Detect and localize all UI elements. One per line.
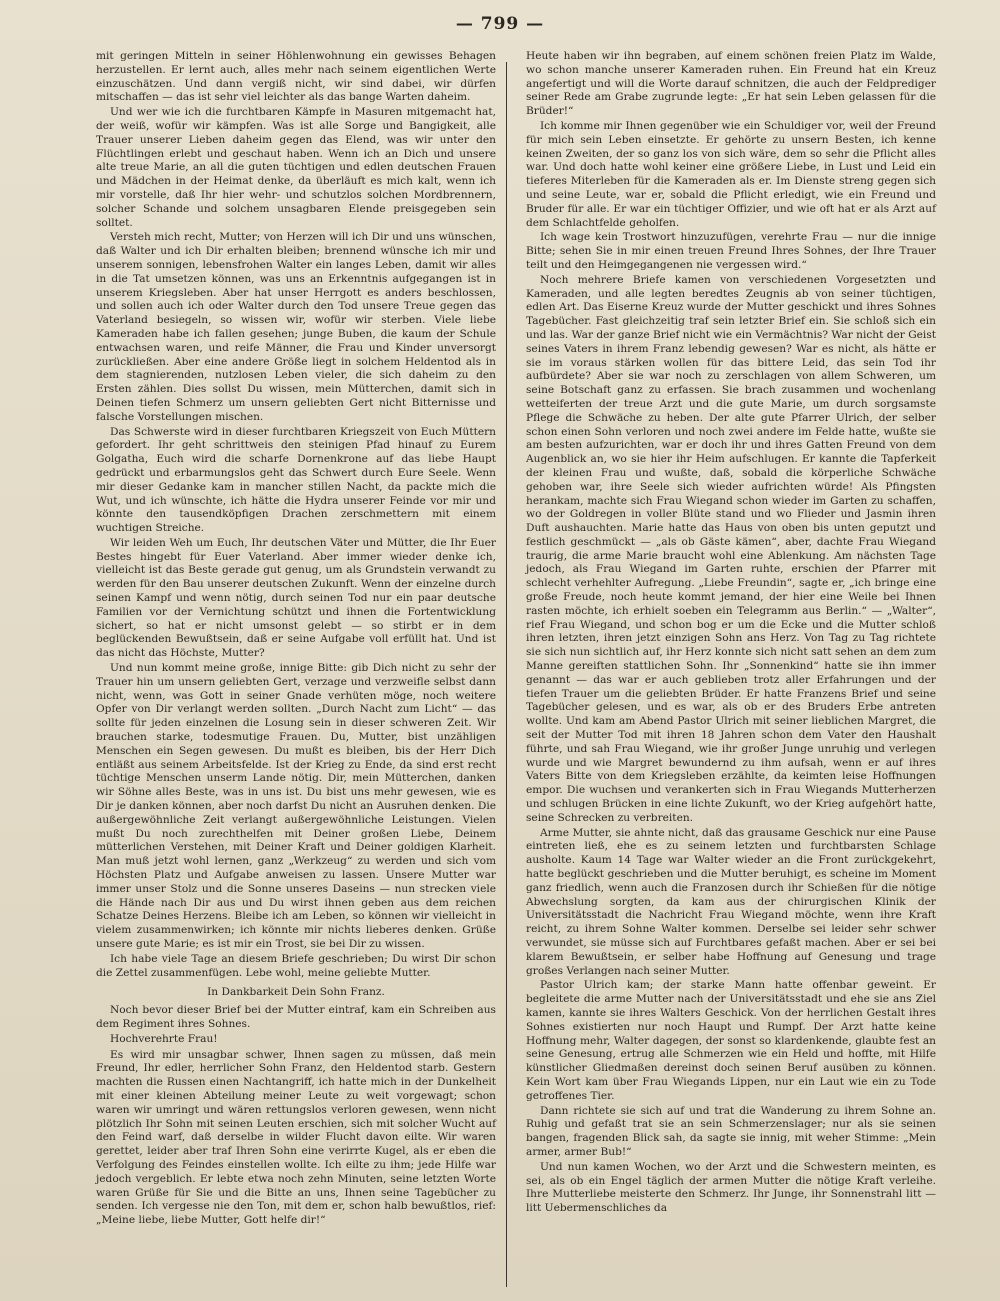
paragraph: Arme Mutter, sie ahnte nicht, daß das grausame Geschick nur eine Pause eintreten ließ, ehe es zu seinem letzten und furchtbarsten Schlage ausholte. Kaum 14 Tage war Walter wieder an die Front zurückgekehrt, hatte beglückt geschrieben und die Mutter beruhigt, es scheine im Moment ganz friedlich, wenn auch die Franzosen durch ihr Schießen für die nötige Abwechslung sorgten, da kam aus der chirurgischen Klinik der Universitätsstadt die Nachricht Frau Wiegand möchte, wenn ihre Kraft reicht, zu ihrem Sohne Walter kommen. Derselbe sei leider sehr schwer verwundet, sie müsse sich auf Furchtbares gefaßt machen. Aber er sei bei klarem Bewußtsein, er selber habe Hoffnung auf Genesung und trage großes Verlangen nach seiner Mutter.	[526, 826, 936, 977]
letter-signature: In Dankbarkeit Dein Sohn Franz.	[207, 986, 385, 999]
paragraph: Und wer wie ich die furchtbaren Kämpfe in Masuren mitgemacht hat, der weiß, wofür wir kämpfen. Was ist alle Sorge und Bangigkeit, alle Trauer unserer Lieben daheim gegen das Elend, was wir unter den Flüchtlingen erlebt und geschaut haben. Wenn ich an Dich und unsere alte treue Marie, an all die guten tüchtigen und edlen deutschen Frauen und Mädchen in der Heimat denke, da überläuft es mich kalt, wenn ich mir vorstelle, daß Ihr hier wehr- und schutzlos solchen Mordbrennern, solcher Schande und solchem unsagbaren Elende preisgegeben sein solltet.	[96, 106, 496, 229]
paragraph: Es wird mir unsagbar schwer, Ihnen sagen zu müssen, daß mein Freund, Ihr edler, herrlicher Sohn Franz, den Heldentod starb. Gestern machten die Russen einen Nachtangriff, ich hatte mich in der Dunkelheit mit einer kleinen Abteilung meiner Leute zu weit vorgewagt; schon waren wir umringt und wären rettungslos verloren gewesen, wenn nicht plötzlich Ihr Sohn mit seinen Leuten erschien, sich mit solcher Wucht auf den Feind warf, daß derselbe in wilder Flucht davon eilte. Wir waren gerettet, leider aber traf Ihren Sohn eine verirrte Kugel, als er eben die Verfolgung des Feindes einstellen wollte. Ich eilte zu ihm; jede Hilfe war jedoch vergeblich. Er lebte etwa noch zehn Minuten, seine letzten Worte waren Grüße für Sie und die Bitte an uns, Ihnen seine Tagebücher zu senden. Ich vergesse nie den Ton, mit dem er, schon halb bewußtlos, rief: „Meine liebe, liebe Mutter, Gott helfe dir!“	[96, 1048, 496, 1227]
column-divider	[506, 62, 507, 1287]
paragraph: Das Schwerste wird in dieser furchtbaren Kriegszeit von Euch Müttern gefordert. Ihr geht schrittweis den steinigen Pfad hinauf zu Eurem Golgatha, Euch wird die scharfe Dornenkrone auf das liebe Haupt gedrückt und erbarmungslos geht das Schwert durch Eure Seele. Wenn mir dieser Gedanke kam in mancher stillen Nacht, da packte mich die Wut, und ich wünschte, ich hätte die Hydra unserer Feinde vor mir und könnte den tausendköpfigen Drachen zerschmettern mit einem wuchtigen Streiche.	[96, 425, 496, 535]
paragraph: Noch mehrere Briefe kamen von verschiedenen Vorgesetzten und Kameraden, und alle legten beredtes Zeugnis ab von seiner tüchtigen, edlen Art. Das Eiserne Kreuz wurde der Mutter geschickt und ihres Sohnes Tagebücher. Fast gleichzeitig traf sein letzter Brief ein. Sie schloß sich ein und las. War der ganze Brief nicht wie ein Vermächtnis? War nicht der Geist seines Vaters in ihrem Franz lebendig gewesen? War es nicht, als hätte er sie im voraus stärken wollen für das bittere Leid, das sein Tod ihr aufbürdete? Aber sie war noch zu zerschlagen von allem Schweren, um seine Botschaft ganz zu erfassen. Sie brach zusammen und wochenlang wetteiferten der treue Arzt und die gute Marie, um durch sorgsamste Pflege die Schwäche zu heben. Der alte gute Pfarrer Ulrich, der selber schon einen Sohn verloren und noch zwei andere im Felde hatte, wußte sie am besten aufzurichten, war er doch ihr und ihres Gatten Freund von dem Augenblick an, wo sie hier ihr Heim aufschlugen. Er kannte die Tapferkeit der kleinen Frau und wußte, daß, sobald die körperliche Schwäche gehoben war, ihre Seele sich wieder aufrichten würde! Als Pfingsten herankam, machte sich Frau Wiegand schon wieder im Garten zu schaffen, wo der Goldregen in voller Blüte stand und wo Flieder und Jasmin ihren Duft aushauchten. Marie hatte das Haus von oben bis unten geputzt und festlich geschmückt — „als ob Gäste kämen“, aber, dachte Frau Wiegand traurig, die arme Marie braucht wohl eine Ablenkung. Am nächsten Tage jedoch, als Frau Wiegand im Garten ruhte, erschien der Pfarrer mit schlecht verhehlter Aufregung. „Liebe Freundin“, sagte er, „ich bringe eine große Freude, noch heute kommt jemand, der hier eine Weile bei Ihnen rasten möchte, ich erhielt soeben ein Telegramm aus Berlin.“ — „Walter“, rief Frau Wiegand, und schon bog er um die Ecke und die Mutter schloß ihren letzten, ihren jetzt einzigen Sohn ans Herz. Von Tag zu Tag richtete sie sich nun sichtlich auf, ihr Herz konnte sich nicht satt sehen an dem zum Manne gereiften stattlichen Sohn. Ihr „Sonnenkind“ hatte sie ihn immer genannt — das war er auch geblieben trotz aller Erfahrungen und der tiefen Trauer um die geliebten Brüder. Er hatte Franzens Brief und seine Tagebücher gelesen, und es war, als ob er des Bruders Erbe antreten wollte. Und kam am Abend Pastor Ulrich mit seiner lieblichen Margret, die seit der Mutter Tod mit ihren 18 Jahren schon dem Vater den Haushalt führte, und sah Frau Wiegand, wie ihr großer Junge unruhig und verlegen wurde und wie Margret bewundernd zu ihm aufsah, wenn er auf ihres Vaters Bitte von dem Kriegsleben erzählte, da keimten leise Hoffnungen empor. Die wuchsen und verankerten sich in Frau Wiegands Mutterherzen und schlugen Brücken in eine lichte Zukunft, wo der Krieg aufgehört hatte, seine Schrecken zu verbreiten.	[526, 273, 937, 824]
paragraph: Und nun kommt meine große, innige Bitte: gib Dich nicht zu sehr der Trauer hin um unsern geliebten Gert, verzage und verzweifle selbst dann nicht, wenn, was Gott in seiner Gnade verhüten möge, noch weitere Opfer von Dir verlangt werden sollten. „Durch Nacht zum Licht“ — das sollte für jeden einzelnen die Losung sein in dieser schweren Zeit. Wir brauchen starke, todesmutige Frauen. Du, Mutter, bist unzähligen Menschen ein Segen gewesen. Du mußt es bleiben, bis der Herr Dich entläßt aus seinem Arbeitsfelde. Ist der Krieg zu Ende, da sind erst recht tüchtige Menschen unserm Lande nötig. Dir, mein Mütterchen, danken wir Söhne alles Beste, was in uns ist. Du bist uns mehr gewesen, wie es Dir je danken können, aber noch darfst Du nicht an Ausruhen denken. Die außergewöhnliche Zeit verlangt außergewöhnliche Leistungen. Vielen mußt Du noch zurechthelfen mit Deiner großen Liebe, Deinem mütterlichen Verstehen, mit Deiner Kraft und Deiner goldigen Klarheit. Man muß jetzt wohl lernen, ganz „Werkzeug“ zu werden und sich vom Höchsten Platz und Aufgabe anweisen zu lassen. Unsere Mutter war immer unser Stolz und die Sonne unseres Daseins — nun strecken viele die Hände nach Dir aus und Du wirst ihnen geben aus dem reichen Schatze Deines Herzens. Bleibe ich am Leben, so können wir vielleicht in vielem zusammenwirken; ich könnte mir nichts lieberes denken. Grüße unsere gute Marie; es ist mir ein Trost, sie bei Dir zu wissen.	[96, 662, 496, 950]
paragraph: Noch bevor dieser Brief bei der Mutter eintraf, kam ein Schreiben aus dem Regiment ihres Sohnes.	[96, 1004, 496, 1030]
paragraph: Versteh mich recht, Mutter; von Herzen will ich Dir und uns wünschen, daß Walter und ich Dir erhalten bleiben; brennend wünsche ich mir und unserem sonnigen, lebensfrohen Walter ein langes Leben, damit wir alles in die Tat umsetzen können, was uns an Erkenntnis aufgegangen ist in unserem Kriegsleben. Aber hat unser Herrgott es anders beschlossen, und sollen auch ich oder Walter durch den Tod unsere Treue gegen das Vaterland besiegeln, so wissen wir, wofür wir sterben. Viele liebe Kameraden habe ich fallen gesehen; junge Buben, die kaum der Schule entwachsen waren, und reife Männer, die Frau und Kinder unversorgt zurückließen. Aber eine andere Größe liegt in solchem Heldentod als in dem stagnierenden, nutzlosen Leben vieler, die sich daheim zu den Ersten zählen. Dies sollst Du wissen, mein Mütterchen, damit sich in Deinen tiefen Schmerz um unsern geliebten Gert nicht Bitternisse und falsche Vorstellungen mischen.	[96, 231, 496, 423]
paragraph: Pastor Ulrich kam; der starke Mann hatte offenbar geweint. Er begleitete die arme Mutter nach der Universitätsstadt und ehe sie ans Ziel kamen, kannte sie ihres Walters Geschick. Von der herrlichen Gestalt ihres Sohnes existierten nur noch Haupt und Rumpf. Der Arzt hatte keine Hoffnung mehr, Walter dagegen, der sonst so klardenkende, glaubte fest an seine Genesung, ertrug alle Schmerzen wie ein Held und hoffte, mit Hilfe künstlicher Gliedmaßen dereinst doch seinen Beruf ausüben zu können. Kein Wort kam über Frau Wiegands Lippen, nur ein Laut wie ein zu Tode getroffenes Tier.	[526, 979, 936, 1102]
paragraph: Ich wage kein Trostwort hinzuzufügen, verehrte Frau — nur die innige Bitte; sehen Sie in mir einen treuen Freund Ihres Sohnes, der Ihre Trauer teilt und den Heimgegangenen nie vergessen wird.“	[526, 231, 936, 271]
paragraph: Ich komme mir Ihnen gegenüber wie ein Schuldiger vor, weil der Freund für mich sein Leben einsetzte. Er gehörte zu unsern Besten, ich kenne keinen Zweiten, der so ganz los von sich wäre, dem so sehr die Pflicht alles war. Und doch hatte wohl keiner eine größere Liebe, in Lust und Leid ein tieferes Miterleben für die Kameraden als er. Im Dienste streng gegen sich und seine Leute, war er, sobald die Pflicht erledigt, wie ein Freund und Bruder für alle. Er war ein tüchtiger Offizier, und wie oft hat er als Arzt auf dem Schlachtfelde geholfen.	[526, 119, 936, 229]
page-number: — 799 —	[455, 14, 545, 34]
paragraph: Ich habe viele Tage an diesem Briefe geschrieben; Du wirst Dir schon die Zettel zusammenfügen. Lebe wohl, meine geliebte Mutter.	[96, 952, 496, 979]
paragraph: Und nun kamen Wochen, wo der Arzt und die Schwestern meinten, es sei, als ob ein Engel täglich der armen Mutter die nötige Kraft verleihe. Ihre Mutterliebe meisterte den Schmerz. Ihr Junge, ihr Sonnenstrahl litt — litt Uebermenschliches da	[526, 1160, 936, 1215]
paragraph: Wir leiden Weh um Euch, Ihr deutschen Väter und Mütter, die Ihr Euer Bestes hingebt für Euer Vaterland. Aber immer wieder denke ich, vielleicht ist das Beste gerade gut genug, um als Grundstein verwandt zu werden für den Bau unserer deutschen Zukunft. Wenn der einzelne durch seinen Kampf und wenn nötig, durch seinen Tod nur ein paar deutsche Familien vor der Vernichtung schützt und ihnen die Fortentwicklung sichert, so hat er nicht umsonst gelebt — so stirbt er in dem beglückenden Bewußtsein, daß er seine Aufgabe voll erfüllt hat. Und ist das nicht das Höchste, Mutter?	[96, 536, 496, 660]
left-column	[96, 50, 496, 1229]
right-column	[526, 50, 936, 1217]
paragraph: mit geringen Mitteln in seiner Höhlenwohnung ein gewisses Behagen herzustellen. Er lernt auch, alles mehr nach seinem eigentlichen Werte einzuschätzen. Und dann vergiß nicht, wir sind dabei, wir dürfen mitschaffen — das ist sehr viel leichter als das bange Warten daheim.	[96, 50, 496, 104]
paragraph: Heute haben wir ihn begraben, auf einem schönen freien Platz im Walde, wo schon manche unserer Kameraden ruhen. Ein Freund hat ein Kreuz angefertigt und will die Worte darauf schnitzen, die auch der Feldprediger seiner Rede am Grabe zugrunde legte: „Er hat sein Leben gelassen für die Brüder!“	[526, 50, 936, 118]
paragraph: Dann richtete sie sich auf und trat die Wanderung zu ihrem Sohne an. Ruhig und gefaßt trat sie an sein Schmerzenslager; nur als sie seinen bangen, fragenden Blick sah, da sagte sie innig, mit weher Stimme: „Mein armer, armer Bub!“	[526, 1104, 936, 1158]
letter-salutation: Hochverehrte Frau!	[110, 1032, 218, 1045]
